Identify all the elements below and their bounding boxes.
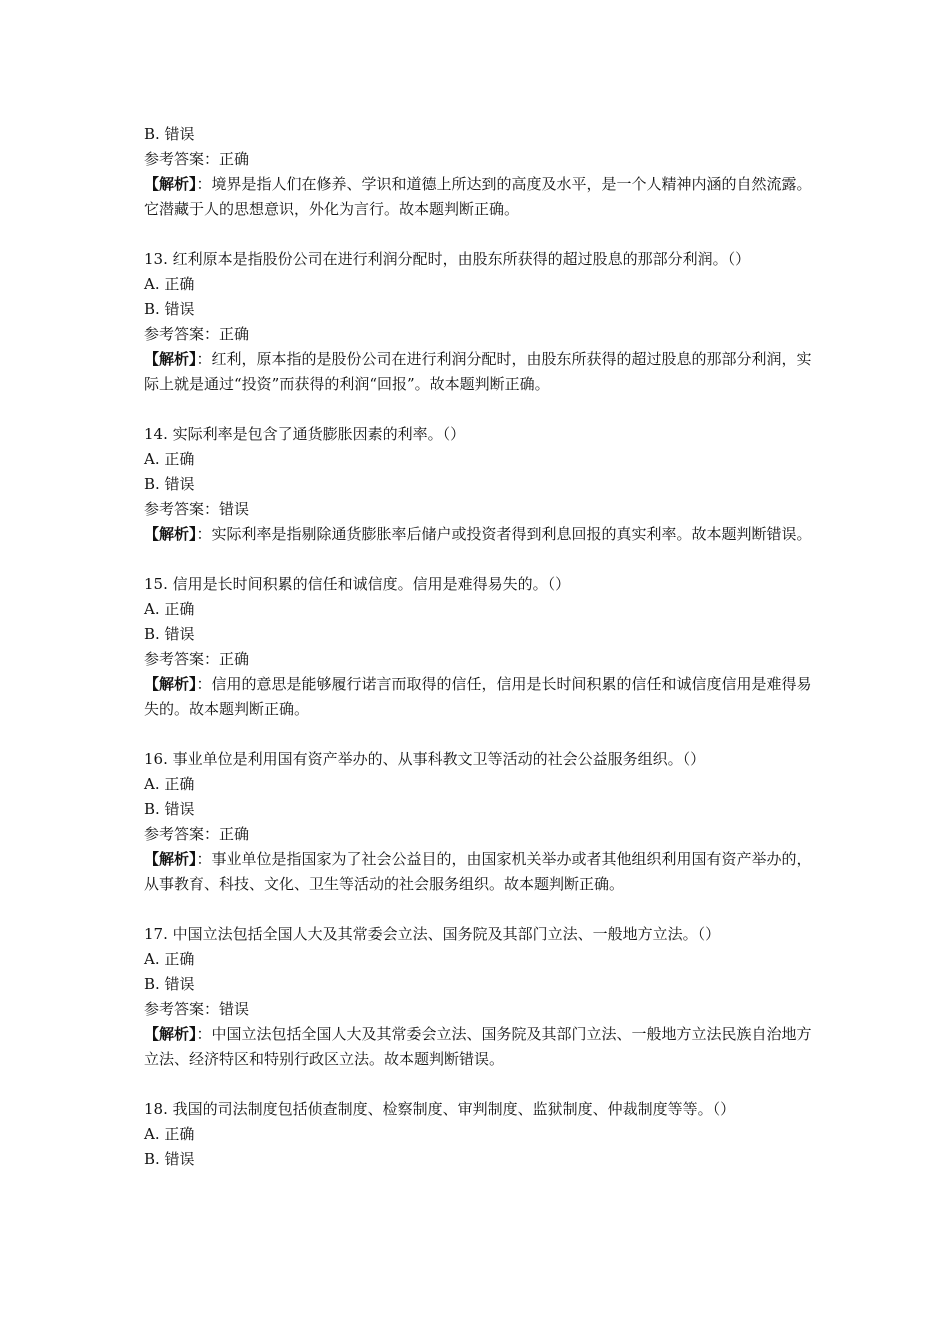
document-page [144,122,812,1172]
analysis-text: ：信用的意思是能够履行诺言而取得的信任，信用是长时间积累的信任和诚信度信用是难得易失的。故本题判断正确。 [144,675,812,718]
question-block-16 [144,747,812,897]
analysis-text: ：红利，原本指的是股份公司在进行利润分配时，由股东所获得的超过股息的那部分利润，实际上就是通过“投资”而获得的利润“回报”。故本题判断正确。 [144,350,812,393]
analysis-label: 【解析】 [144,1025,197,1043]
reference-answer: 参考答案：错误 [144,1000,250,1018]
option-b: B. 错误 [144,300,195,318]
analysis [144,847,812,897]
analysis-label: 【解析】 [144,525,197,543]
analysis [144,172,812,222]
option-a: A. 正确 [144,950,195,968]
analysis [144,347,812,397]
analysis-label: 【解析】 [144,675,197,693]
question-block-12-tail [144,122,812,222]
option-b: B. 错误 [144,625,195,643]
question-block-17 [144,922,812,1072]
analysis [144,522,812,547]
option-b: B. 错误 [144,475,195,493]
question-block-18 [144,1097,812,1172]
option-a: A. 正确 [144,275,195,293]
reference-answer: 参考答案：错误 [144,500,250,518]
question-block-14 [144,422,812,547]
reference-answer: 参考答案：正确 [144,650,250,668]
analysis-label: 【解析】 [144,850,197,868]
option-a: A. 正确 [144,1125,195,1143]
question-block-15 [144,572,812,722]
option-a: A. 正确 [144,600,195,618]
question-text: 18. 我国的司法制度包括侦查制度、检察制度、审判制度、监狱制度、仲裁制度等等。（） [144,1100,736,1118]
question-text: 17. 中国立法包括全国人大及其常委会立法、国务院及其部门立法、一般地方立法。（） [144,925,721,943]
analysis [144,672,812,722]
question-block-13 [144,247,812,397]
analysis-text: ：中国立法包括全国人大及其常委会立法、国务院及其部门立法、一般地方立法民族自治地方立法、经济特区和特别行政区立法。故本题判断错误。 [144,1025,812,1068]
option-a: A. 正确 [144,450,195,468]
question-text: 15. 信用是长时间积累的信任和诚信度。信用是难得易失的。（） [144,575,571,593]
reference-answer: 参考答案：正确 [144,325,250,343]
option-b: B. 错误 [144,800,195,818]
analysis-text: ：实际利率是指剔除通货膨胀率后储户或投资者得到利息回报的真实利率。故本题判断错误。 [196,525,812,543]
option-b: B. 错误 [144,1150,195,1168]
option-a: A. 正确 [144,775,195,793]
reference-answer: 参考答案：正确 [144,150,250,168]
reference-answer: 参考答案：正确 [144,825,250,843]
analysis-text: ：事业单位是指国家为了社会公益目的，由国家机关举办或者其他组织利用国有资产举办的，从事教育、科技、文化、卫生等活动的社会服务组织。故本题判断正确。 [144,850,812,893]
analysis [144,1022,812,1072]
analysis-label: 【解析】 [144,350,197,368]
question-text: 14. 实际利率是包含了通货膨胀因素的利率。（） [144,425,466,443]
option-b: B. 错误 [144,125,195,143]
analysis-text: ：境界是指人们在修养、学识和道德上所达到的高度及水平，是一个人精神内涵的自然流露。它潜藏于人的思想意识，外化为言行。故本题判断正确。 [144,175,812,218]
option-b: B. 错误 [144,975,195,993]
question-text: 16. 事业单位是利用国有资产举办的、从事科教文卫等活动的社会公益服务组织。（） [144,750,706,768]
analysis-label: 【解析】 [144,175,197,193]
question-text: 13. 红利原本是指股份公司在进行利润分配时，由股东所获得的超过股息的那部分利润。（） [144,250,751,268]
